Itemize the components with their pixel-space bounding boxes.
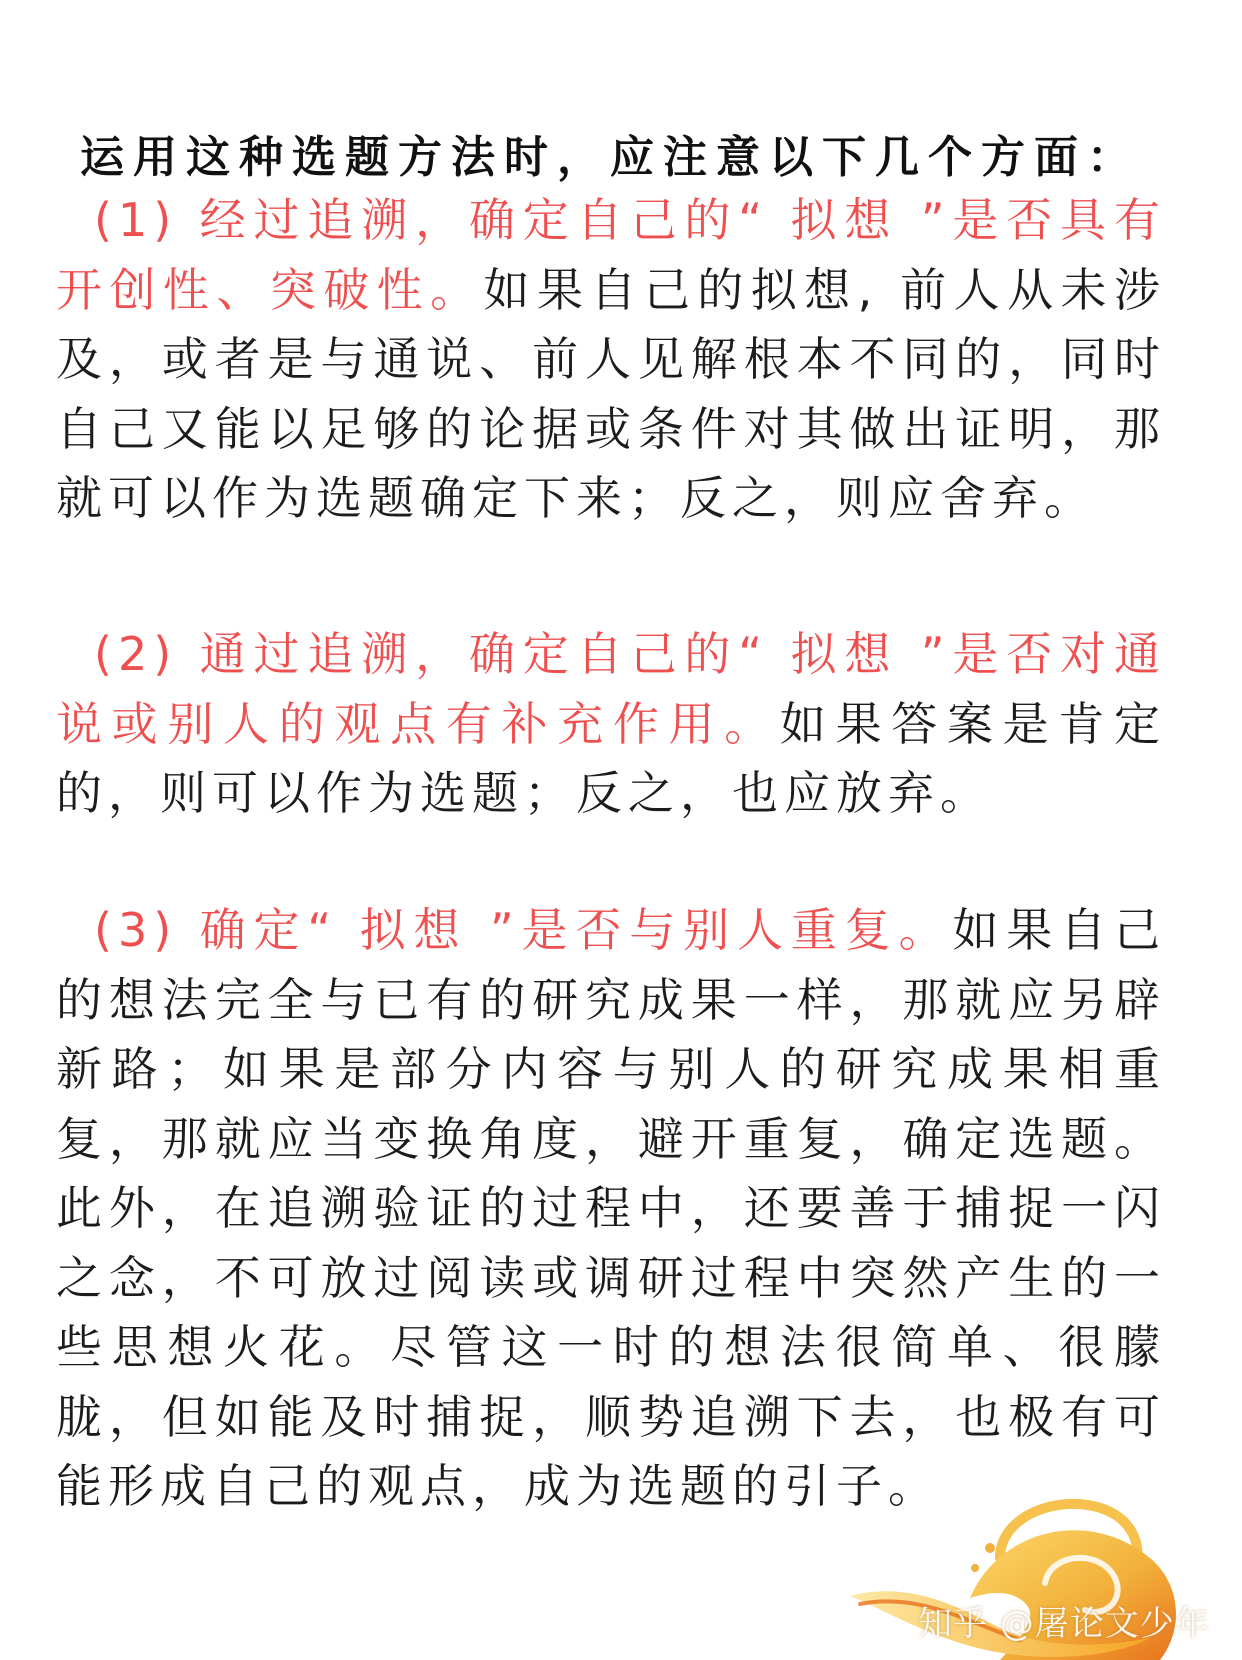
zhihu-watermark: 知乎 @屠论文少年 <box>918 1604 1210 1644</box>
point-3-body: 如果自己的想法完全与已有的研究成果一样，那就应另辟新路；如果是部分内容与别人的研究成果相重复，那就应当变换角度，避开重复，确定选题。此外，在追溯验证的过程中，还要善于捕捉一闪之念，不可放过阅读或调研过程中突然产生的一些思想火花。尽管这一时的想法很简单、很朦胧，但如能及时捕捉，顺势追溯下去，也极有可能形成自己的观点，成为选题的引子。 <box>56 903 1167 1513</box>
point-1-paragraph <box>56 186 1166 534</box>
point-1-highlight: (1) 经过追溯，确定自己的“ 拟想 ”是否具有开创性、突破性。 <box>56 193 1166 317</box>
point-3-highlight: (3) 确定“ 拟想 ”是否与别人重复。 <box>94 903 953 957</box>
document-heading: 运用这种选题方法时，应注意以下几个方面： <box>80 132 1140 183</box>
point-2-body: 如果答案是肯定的，则可以作为选题；反之，也应放弃。 <box>56 696 1167 820</box>
point-2-paragraph <box>56 620 1166 829</box>
point-1-body: 如果自己的拟想, 前人从未涉及，或者是与通说、前人见解根本不同的，同时自己又能以足够的论据或条件对其做出证明，那就可以作为选题确定下来；反之，则应舍弃。 <box>56 262 1166 525</box>
point-3-paragraph <box>56 896 1166 1522</box>
point-2-highlight: (2) 通过追溯，确定自己的“ 拟想 ”是否对通说或别人的观点有补充作用。 <box>56 627 1166 751</box>
